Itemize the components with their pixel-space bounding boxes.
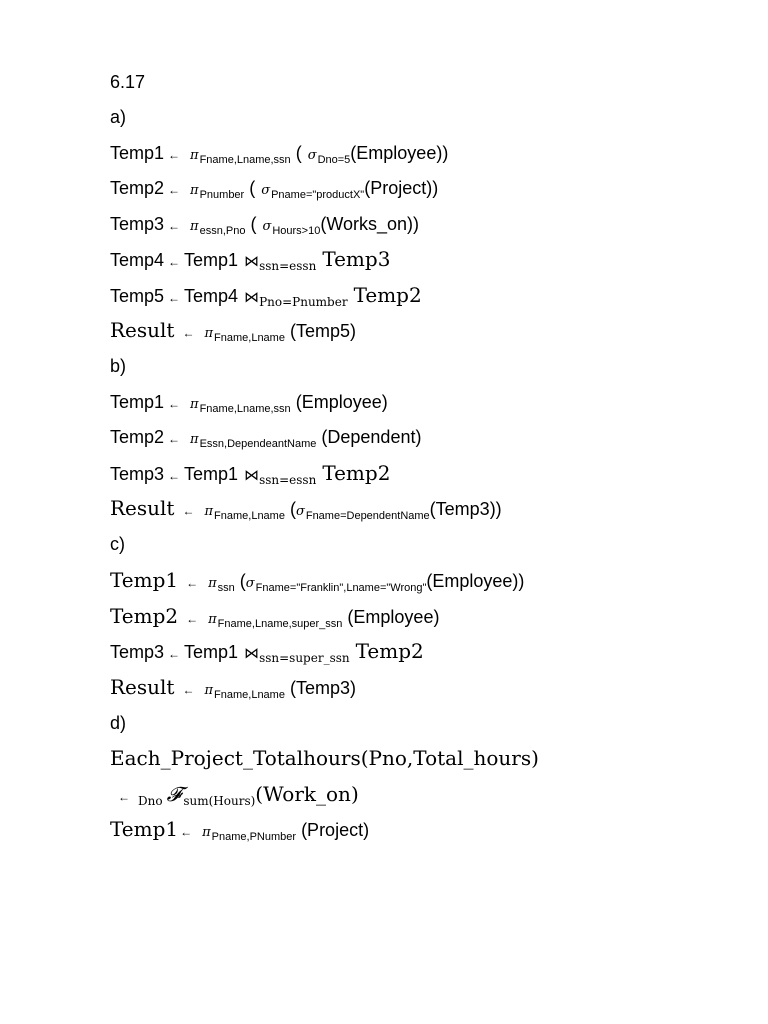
lhs: Temp4	[110, 250, 165, 270]
part-b-label: b)	[110, 356, 127, 376]
projection-attributes: essn,Pno	[199, 225, 246, 237]
relation: (Employee))	[426, 571, 525, 591]
left-operand: Temp1	[184, 250, 239, 270]
projection-symbol: π	[208, 576, 217, 591]
arrow-symbol: ←	[186, 576, 199, 590]
arrow-symbol: ←	[168, 397, 181, 411]
equation-a5	[110, 283, 422, 314]
lhs: Temp2	[110, 604, 179, 628]
selection-symbol: σ	[295, 504, 305, 519]
selection-condition: Dno=5	[317, 154, 351, 166]
arrow-symbol: ←	[118, 790, 130, 804]
left-operand: Temp1	[184, 642, 239, 662]
right-operand: Temp3	[322, 247, 391, 271]
relation: (Employee))	[350, 143, 449, 163]
equation-b4: Result ← $\pi_{Fname,Lname}$ $(\sigma_{Fname=DependentName}(Temp3))$	[110, 496, 502, 522]
arrow-symbol: ←	[168, 432, 181, 446]
selection-condition: Hours>10	[272, 225, 321, 237]
equation-c4	[110, 675, 356, 707]
relation: (Work_on)	[255, 782, 359, 806]
equation-a1: Temp1 ← $\pi_{Fname,Lname,ssn}$ ( $\sigma_{Dno=5}(Employee)$)	[110, 143, 449, 166]
projection-attributes: Fname,Lname	[214, 510, 285, 522]
equation-c1: Temp1 ← $\pi_{ssn}$ $(\sigma_{Fname="Franklin",Lname="Wrong"}(Employee))$	[110, 568, 525, 594]
right-operand: Temp2	[355, 639, 424, 663]
part-d-label: d)	[110, 713, 127, 733]
join-symbol: ⋈	[244, 289, 260, 306]
selection-symbol: σ	[245, 576, 255, 591]
problem-number: 6.17	[110, 72, 146, 92]
projection-symbol: π	[190, 432, 199, 447]
relation: (Temp5)	[289, 321, 356, 341]
projection-attributes: Essn,DependeantName	[199, 438, 317, 450]
relation: (Temp3)	[289, 678, 356, 698]
arrow-symbol: ←	[168, 255, 181, 269]
join-condition: Pno=Pnumber	[259, 295, 348, 309]
lhs: Temp2	[110, 427, 165, 447]
equation-b3	[110, 461, 390, 492]
arrow-symbol: ←	[168, 291, 181, 305]
relation: (Dependent)	[321, 427, 422, 447]
lhs: Each_Project_Totalhours(Pno,Total_hours)	[110, 746, 539, 770]
projection-symbol: π	[190, 148, 199, 163]
projection-symbol: π	[208, 612, 217, 627]
equation-c2	[110, 604, 439, 636]
projection-attributes: Fname,Lname,super_ssn	[217, 618, 343, 630]
arrow-symbol: ←	[186, 612, 199, 626]
selection-symbol: σ	[262, 219, 272, 234]
equation-d1	[110, 746, 539, 771]
join-symbol: ⋈	[244, 645, 260, 662]
projection-attributes: Pname,PNumber	[211, 831, 297, 843]
lhs: Temp1	[110, 143, 165, 163]
grouping-attribute: Dno	[138, 794, 163, 808]
projection-attributes: Pnumber	[199, 189, 245, 201]
projection-symbol: π	[190, 183, 199, 198]
left-operand: Temp1	[184, 464, 239, 484]
equation-b2	[110, 425, 421, 456]
join-symbol: ⋈	[244, 467, 260, 484]
projection-symbol: π	[204, 326, 214, 341]
arrow-symbol: ←	[168, 647, 181, 661]
selection-symbol: σ	[307, 148, 317, 163]
projection-attributes: Fname,Lname	[214, 689, 285, 701]
lhs: Temp3	[110, 464, 165, 484]
equation-a3: Temp3 ← $\pi_{essn,Pno}$ ( $\sigma_{Hours>10}(Works\_on)$)	[110, 214, 420, 237]
relation: (Temp3))	[429, 499, 502, 519]
lhs: Temp3	[110, 642, 165, 662]
arrow-symbol: ←	[182, 326, 195, 340]
projection-attributes: ssn	[217, 582, 235, 594]
lhs: Temp1	[110, 817, 179, 841]
aggregate-function-symbol: 𝓕	[166, 782, 182, 806]
arrow-symbol: ←	[182, 504, 195, 518]
projection-symbol: π	[202, 825, 211, 840]
relation: (Project)	[301, 820, 370, 840]
projection-attributes: Fname,Lname,ssn	[199, 403, 291, 415]
join-symbol: ⋈	[244, 253, 260, 270]
part-a-label: a)	[110, 107, 127, 127]
projection-symbol: π	[190, 219, 199, 234]
arrow-symbol: ←	[168, 219, 181, 233]
projection-symbol: π	[204, 683, 214, 698]
projection-symbol: π	[204, 504, 214, 519]
join-condition: ssn=essn	[259, 259, 317, 273]
arrow-symbol: ←	[180, 825, 193, 839]
left-operand: Temp4	[184, 286, 239, 306]
lhs: Result	[110, 318, 175, 342]
relation: (Employee)	[295, 392, 388, 412]
relation: (Project))	[364, 178, 439, 198]
lhs: Temp2	[110, 178, 165, 198]
selection-condition: Fname=DependentName	[305, 510, 430, 522]
selection-condition: Pname="productX"	[271, 189, 365, 201]
arrow-symbol: ←	[168, 148, 181, 162]
arrow-symbol: ←	[168, 469, 181, 483]
join-condition: ssn=essn	[259, 473, 317, 487]
equation-a4	[110, 247, 390, 278]
right-operand: Temp2	[353, 283, 422, 307]
lhs: Temp3	[110, 214, 165, 234]
equation-d3	[110, 817, 369, 849]
lhs: Result	[110, 496, 175, 520]
right-operand: Temp2	[322, 461, 391, 485]
projection-symbol: π	[190, 397, 199, 412]
lhs: Temp5	[110, 286, 165, 306]
equation-c3	[110, 639, 424, 670]
join-condition: ssn=super_ssn	[259, 651, 350, 665]
relation: (Works_on))	[320, 214, 420, 234]
projection-attributes: Fname,Lname	[214, 332, 285, 344]
part-c-label: c)	[110, 534, 125, 554]
arrow-symbol: ←	[182, 683, 195, 697]
equation-a6	[110, 318, 356, 350]
selection-symbol: σ	[261, 183, 271, 198]
arrow-symbol: ←	[168, 183, 181, 197]
projection-attributes: Fname,Lname,ssn	[199, 154, 291, 166]
selection-condition: Fname="Franklin",Lname="Wrong"	[255, 582, 427, 594]
aggregate-function: sum(Hours)	[183, 794, 256, 808]
equation-b1	[110, 390, 388, 421]
lhs: Temp1	[110, 568, 179, 592]
lhs: Result	[110, 675, 175, 699]
lhs: Temp1	[110, 392, 165, 412]
equation-d2	[110, 782, 359, 813]
equation-a2: Temp2 ← $\pi_{Pnumber}$ ( $\sigma_{Pname="productX"}(Project)$)	[110, 178, 439, 201]
relation: (Employee)	[347, 607, 440, 627]
